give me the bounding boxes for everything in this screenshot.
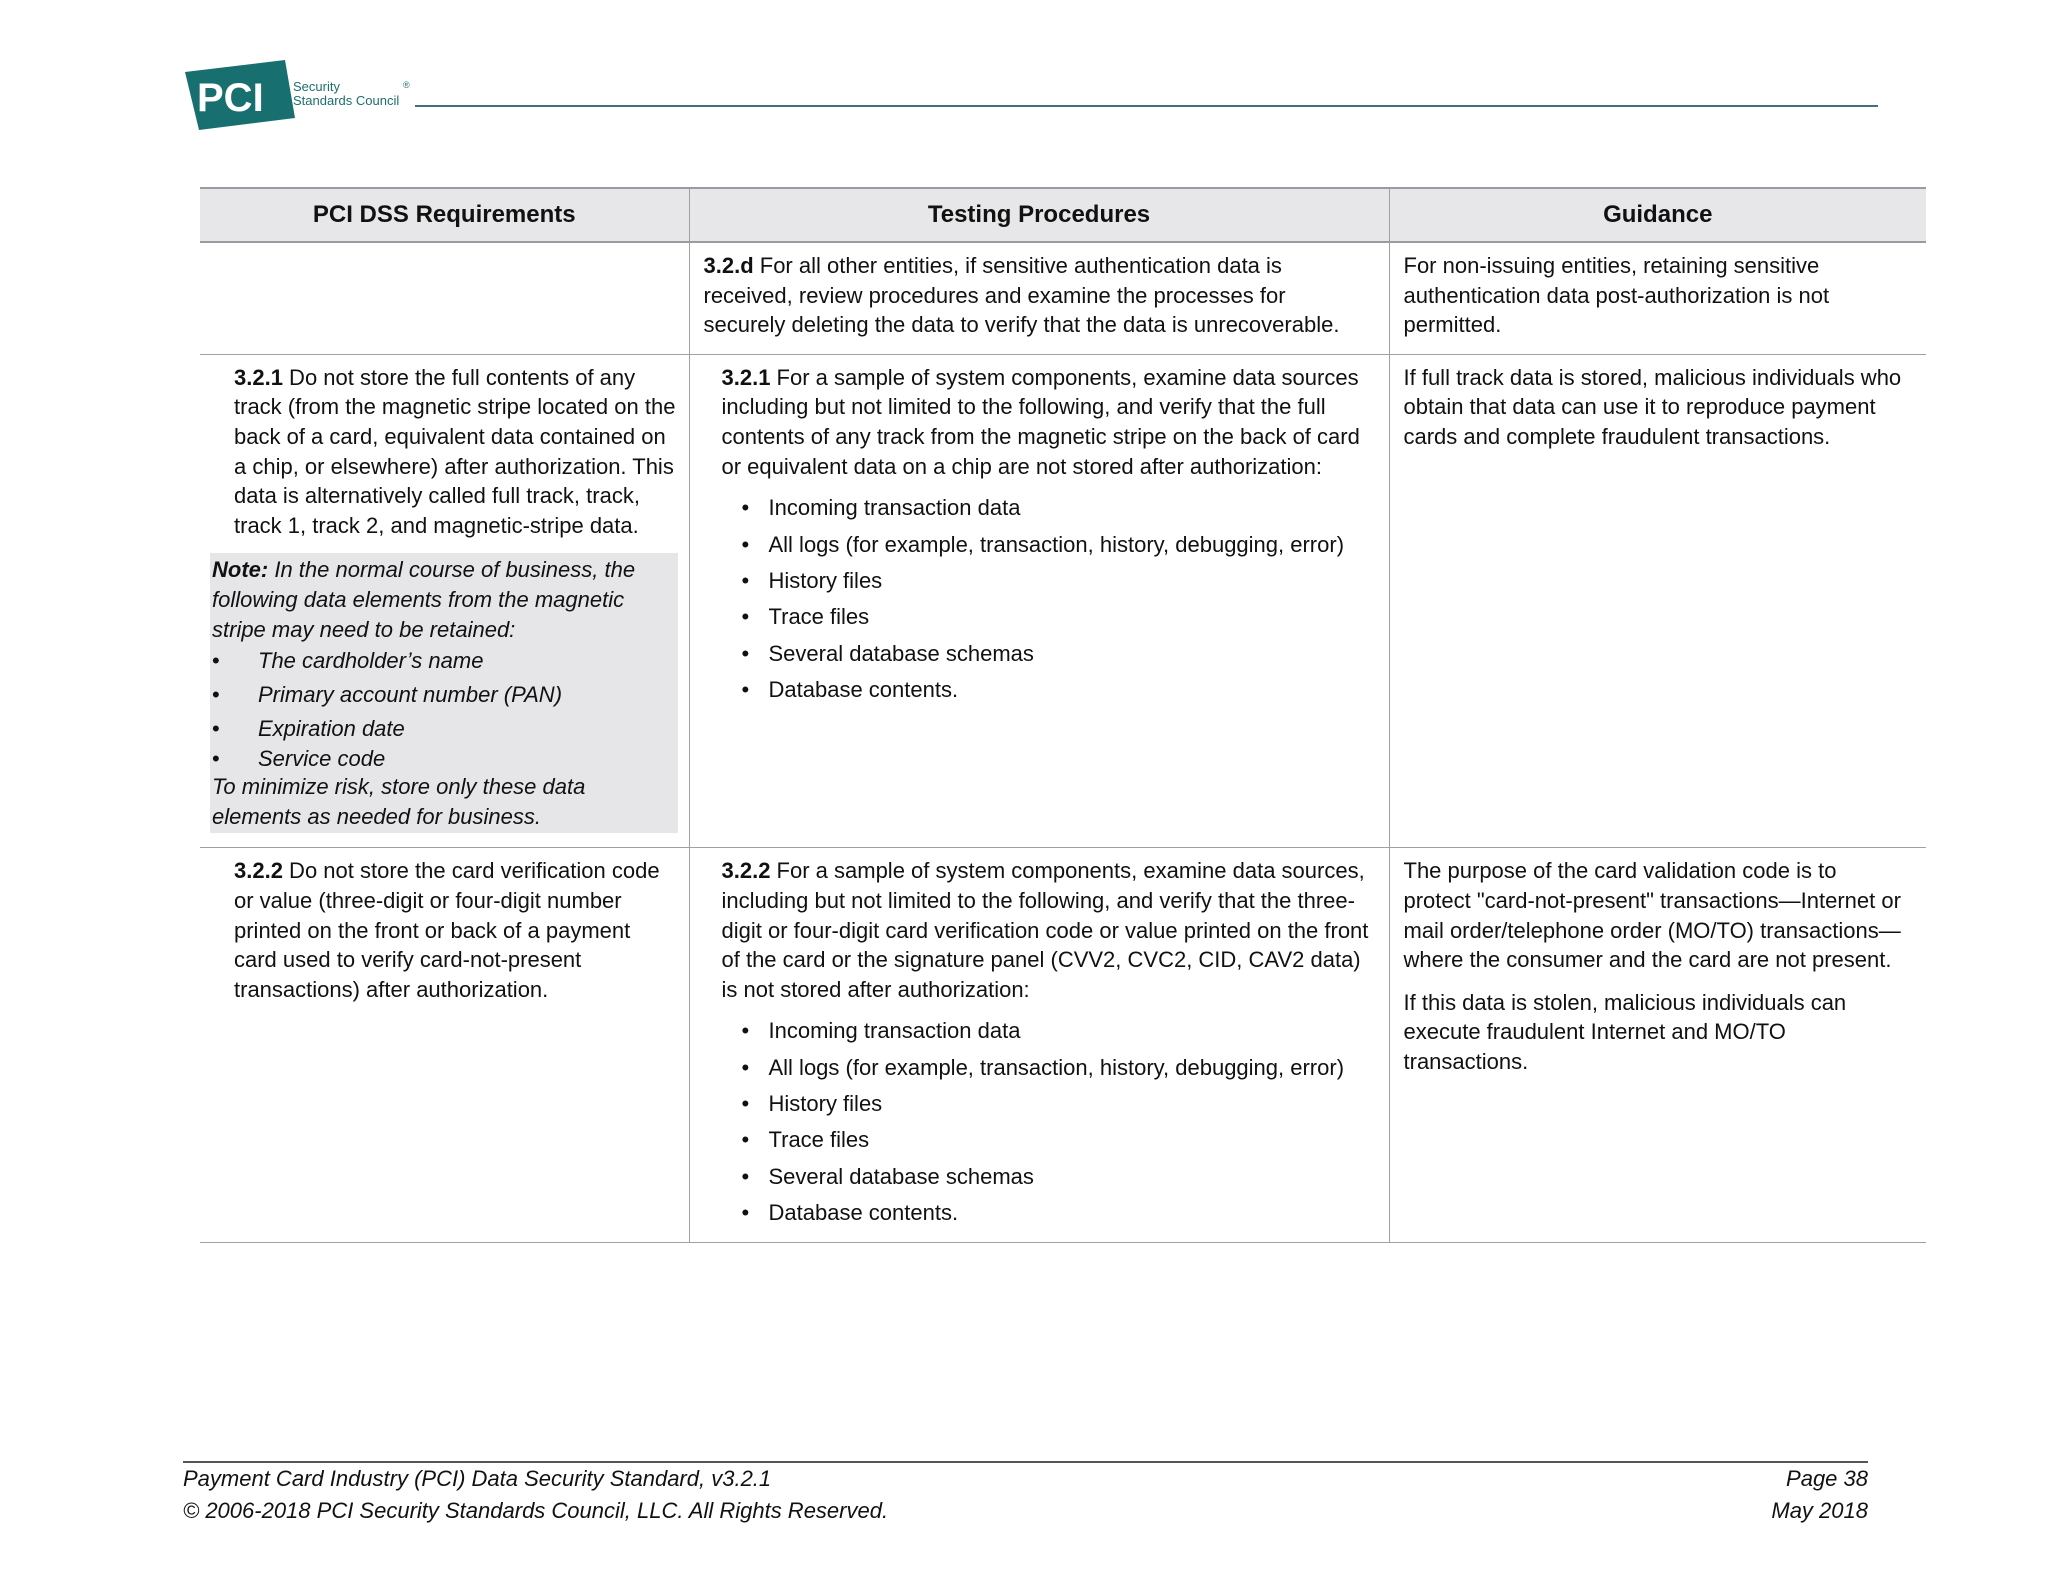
- requirement-body: Do not store the card verification code or value (three-digit or four-digit number printed on the front or back of a payment card used to verify card-not-present transactions) after authorization.: [234, 858, 660, 1002]
- guidance-text: If full track data is stored, malicious individuals who obtain that data can use it to reproduce payment cards and complete fraudulent transactions.: [1403, 364, 1902, 449]
- testing-list: [722, 493, 1371, 705]
- note-label: Note:: [212, 557, 269, 583]
- requirement-text: [234, 856, 679, 1004]
- table-row: [200, 848, 1926, 1243]
- testing-body: For a sample of system components, examine data sources, including but not limited to the following, and verify that the three-digit or four-digit card verification code or value printed on the front of the card or the signature panel (CVV2, CVC2, CID, CAV2 data) is not stored after authorization:: [721, 858, 1369, 1002]
- testing-id: 3.2.2: [721, 858, 771, 884]
- guidance-text: The purpose of the card validation code is to protect "card-not-present" transactions—Internet or mail order/telephone order (MO/TO) transactions—where the consumer and the card are not present.: [1403, 858, 1901, 973]
- testing-cell: [689, 242, 1389, 354]
- footer-page: Page 38: [1786, 1466, 1868, 1491]
- page-header: [185, 58, 1880, 133]
- testing-cell: [689, 848, 1389, 1243]
- testing-text: [722, 856, 1371, 1004]
- footer-title: Payment Card Industry (PCI) Data Security Standard, v3.2.1: [183, 1466, 772, 1491]
- footer-row: [183, 1463, 1868, 1495]
- note-end: To minimize risk, store only these data elements as needed for business.: [212, 774, 586, 829]
- registered-mark: ®: [403, 80, 410, 90]
- table-header-row: [200, 188, 1926, 242]
- note-item: • Service code: [212, 746, 670, 772]
- list-item: • Several database schemas: [722, 639, 1371, 669]
- list-item: • All logs (for example, transaction, history, debugging, error): [722, 530, 1371, 560]
- testing-id: 3.2.1: [721, 364, 771, 390]
- note-box: [210, 553, 678, 833]
- requirement-text: [210, 363, 679, 541]
- list-item: • Database contents.: [722, 675, 1371, 705]
- requirement-body: Do not store the full contents of any track (from the magnetic stripe located on the back of a card, equivalent data contained on a chip, or elsewhere) after authorization. This data is alternatively called full track, track, track 1, track 2, and magnetic-stripe data.: [234, 364, 676, 538]
- footer-row: [183, 1495, 1868, 1527]
- table-row: [200, 242, 1926, 354]
- requirement-cell: [200, 242, 689, 354]
- list-item: • All logs (for example, transaction, history, debugging, error): [722, 1053, 1371, 1083]
- list-item: • Trace files: [722, 1125, 1371, 1155]
- guidance-cell: [1389, 242, 1926, 354]
- requirement-id: 3.2.1: [234, 364, 283, 390]
- note-item: • Primary account number (PAN): [212, 678, 670, 712]
- requirement-cell: [200, 354, 689, 848]
- note-item: • Expiration date: [212, 712, 670, 746]
- testing-text: [704, 251, 1371, 340]
- requirements-table: [200, 187, 1926, 1243]
- list-item: • Database contents.: [722, 1198, 1371, 1228]
- list-item: • Incoming transaction data: [722, 493, 1371, 523]
- testing-id: 3.2.d: [703, 253, 754, 278]
- pci-logo: [185, 58, 295, 133]
- requirement-id: 3.2.2: [234, 858, 283, 884]
- note-text: In the normal course of business, the following data elements from the magnetic stripe may need to be retained:: [212, 557, 636, 642]
- testing-body: For all other entities, if sensitive authentication data is received, review procedures and examine the processes for securely deleting the data to verify that the data is unrecoverable.: [703, 253, 1340, 338]
- guidance-text: For non-issuing entities, retaining sensitive authentication data post-authorization is not permitted.: [1403, 253, 1830, 338]
- requirement-cell: [200, 848, 689, 1243]
- list-item: • History files: [722, 566, 1371, 596]
- page-footer: [183, 1461, 1868, 1527]
- col-header-requirements: PCI DSS Requirements: [200, 188, 689, 242]
- table-row: [200, 354, 1926, 848]
- col-header-guidance: Guidance: [1389, 188, 1926, 242]
- testing-body: For a sample of system components, examine data sources including but not limited to the following, and verify that the full contents of any track from the magnetic stripe on the back of card or equivalent data on a chip are not stored after authorization:: [721, 364, 1360, 479]
- note-item: • The cardholder’s name: [212, 644, 670, 678]
- logo-line-1: Security: [293, 79, 340, 94]
- list-item: • Several database schemas: [722, 1162, 1371, 1192]
- list-item: • Incoming transaction data: [722, 1016, 1371, 1046]
- logo-text: PCI: [197, 76, 264, 120]
- guidance-cell: [1389, 848, 1926, 1243]
- logo-line-2: Standards Council: [293, 93, 400, 108]
- header-rule: [415, 105, 1878, 107]
- note-list: [212, 644, 670, 772]
- list-item: • History files: [722, 1089, 1371, 1119]
- logo-wordmark: [293, 80, 399, 108]
- guidance-text: If this data is stolen, malicious individuals can execute fraudulent Internet and MO/TO transactions.: [1403, 989, 1847, 1074]
- testing-text: [722, 363, 1371, 481]
- testing-list: [722, 1016, 1371, 1228]
- col-header-testing: Testing Procedures: [689, 188, 1389, 242]
- footer-copyright: © 2006-2018 PCI Security Standards Council, LLC. All Rights Reserved.: [183, 1498, 889, 1523]
- note-intro: [212, 555, 670, 644]
- list-item: • Trace files: [722, 602, 1371, 632]
- guidance-cell: [1389, 354, 1926, 848]
- footer-date: May 2018: [1771, 1498, 1868, 1523]
- testing-cell: [689, 354, 1389, 848]
